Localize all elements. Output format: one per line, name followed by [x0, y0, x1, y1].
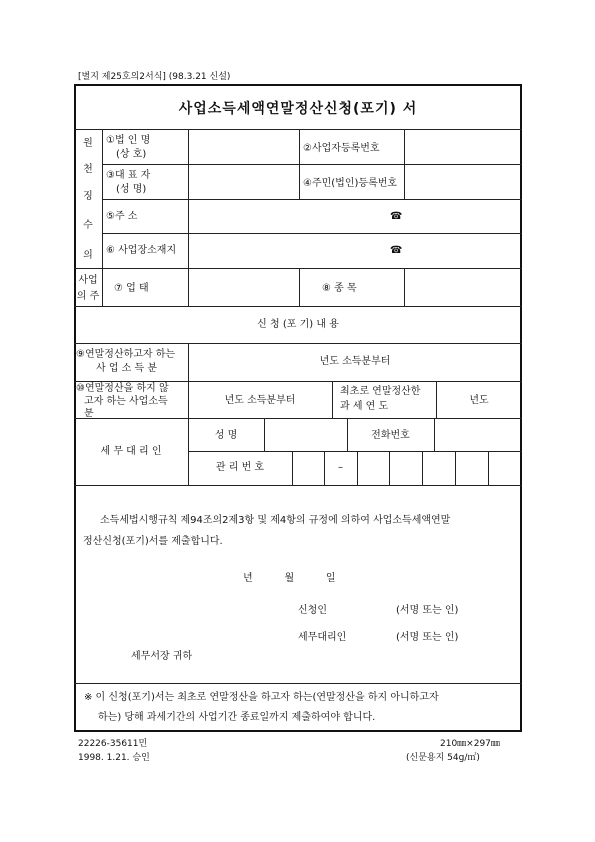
divider	[488, 451, 489, 485]
waive-income-label: ⑩연말정산을 하지 않	[76, 383, 169, 394]
withholding-label-char: 원	[83, 138, 93, 149]
phone-icon: ☎	[390, 211, 403, 222]
tax-agent-label: 세 무 대 리 인	[100, 446, 162, 457]
paper-type: (신문용지 54g/㎡)	[406, 753, 480, 763]
divider	[389, 451, 390, 485]
divider	[74, 683, 522, 684]
phone-icon: ☎	[390, 245, 403, 256]
address-label: ⑤주 소	[106, 211, 138, 222]
withholding-label-char: 천	[83, 164, 93, 175]
divider	[74, 485, 522, 486]
waive-income-label-sub: 고자 하는 사업소득	[84, 396, 168, 407]
divider	[292, 451, 293, 485]
recipient: 세무서장 귀하	[131, 651, 193, 662]
agent-name-label: 성 명	[214, 430, 238, 441]
divider	[188, 451, 522, 452]
divider	[299, 268, 300, 306]
agent-mgmt-no-label: 관 리 번 호	[215, 462, 265, 473]
business-label-line: 사업	[78, 275, 98, 286]
waive-income-label-sub: 분	[84, 408, 94, 417]
corp-name-label: ①법 인 명	[106, 135, 151, 146]
biz-type-label: ⑦ 업 태	[114, 283, 149, 294]
corp-name-label-sub: (상 호)	[116, 149, 147, 160]
applicant-signature: (서명 또는 인)	[396, 605, 459, 616]
statement-line: 소득세법시행규칙 제94조의2제3항 및 제4항의 규정에 의하여 사업소득세액연말	[100, 515, 451, 526]
paper-size: 210㎜×297㎜	[440, 739, 500, 749]
divider	[74, 418, 522, 419]
divider	[102, 233, 522, 234]
divider	[299, 129, 300, 199]
mgmt-no-dash: –	[338, 462, 343, 473]
biz-location-label: ⑥ 사업장소재지	[106, 245, 177, 256]
first-year-label-sub: 과 세 연 도	[340, 401, 389, 412]
first-year-value: 년도	[469, 395, 489, 406]
agent-signature: (서명 또는 인)	[396, 632, 459, 643]
divider	[264, 418, 265, 451]
divider	[404, 268, 405, 306]
withholding-label-char: 수	[83, 220, 93, 231]
divider	[357, 451, 358, 485]
apply-income-value: 년도 소득분부터	[319, 356, 391, 367]
approval-date: 1998. 1.21. 승인	[78, 753, 150, 763]
divider	[74, 343, 522, 344]
form-header-note: [별지 제25호의2서식] (98.3.21 신설)	[78, 72, 231, 82]
application-content-header: 신 청 (포 기) 내 용	[257, 319, 339, 330]
resident-no-label: ④주민(법인)등록번호	[303, 178, 398, 189]
withholding-label-char: 징	[83, 191, 93, 202]
biz-item-label: ⑧ 종 목	[322, 283, 357, 294]
applicant-label: 신청인	[298, 605, 327, 616]
divider	[102, 129, 103, 306]
footnote-line: ※ 이 신청(포기)서는 최초로 연말정산을 하고자 하는(연말정산을 하지 아니하고자	[84, 692, 439, 703]
business-label-line: 의 주	[76, 291, 100, 302]
divider	[434, 418, 435, 451]
divider	[74, 268, 522, 269]
waive-income-value: 년도 소득분부터	[224, 395, 296, 406]
footnote-line: 하는) 당해 과세기간의 사업기간 종료일까지 제출하여야 합니다.	[98, 712, 376, 723]
date-line: 년 월 일	[243, 573, 336, 584]
divider	[422, 451, 423, 485]
agent-label: 세무대리인	[298, 632, 347, 643]
rep-label-sub: (성 명)	[116, 184, 147, 195]
statement-line: 정산신청(포기)서를 제출합니다.	[83, 536, 223, 547]
apply-income-label-sub: 사 업 소 득 분	[96, 363, 158, 374]
divider	[102, 164, 522, 165]
apply-income-label: ⑨연말정산하고자 하는	[76, 349, 176, 360]
agent-phone-label: 전화번호	[371, 430, 410, 441]
divider	[404, 129, 405, 199]
divider	[102, 199, 522, 200]
divider	[74, 129, 522, 130]
rep-label: ③대 표 자	[106, 170, 151, 181]
divider	[74, 381, 522, 382]
divider	[188, 129, 189, 306]
first-year-label: 최초로 연말정산한	[340, 386, 421, 397]
withholding-label-char: 의	[83, 250, 93, 261]
divider	[74, 306, 522, 307]
divider	[455, 451, 456, 485]
form-title: 사업소득세액연말정산신청(포기) 서	[178, 101, 418, 117]
form-number: 22226-35611민	[78, 739, 148, 749]
divider	[332, 381, 333, 418]
biz-reg-no-label: ②사업자등록번호	[303, 143, 380, 154]
